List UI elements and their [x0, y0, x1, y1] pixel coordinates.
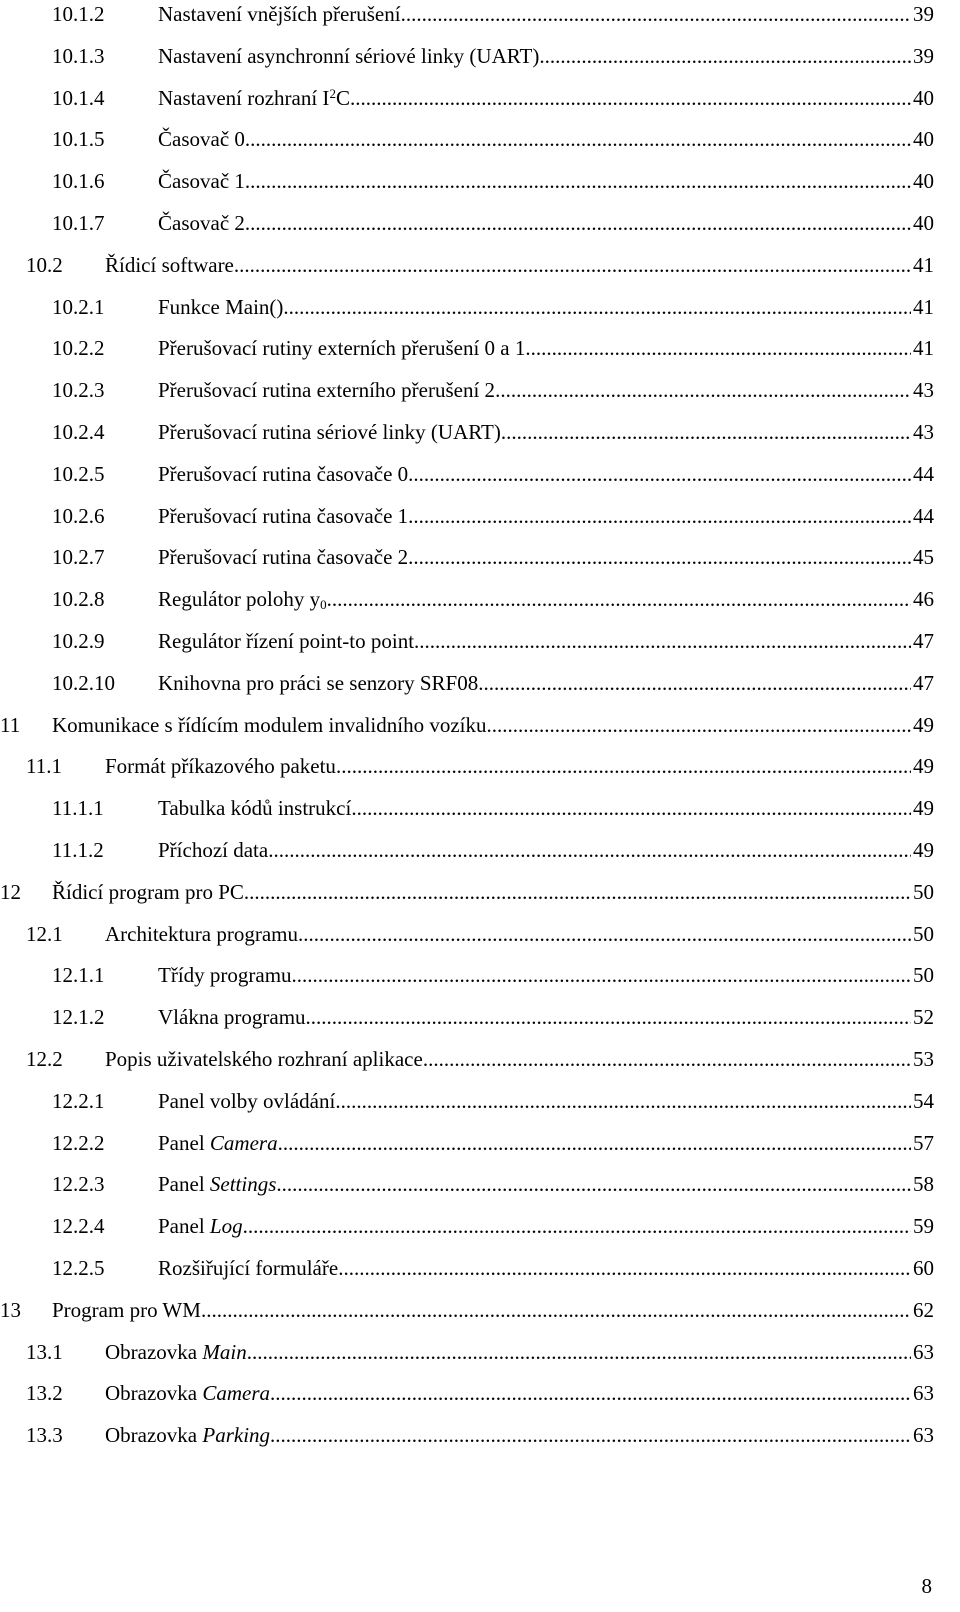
- toc-entry[interactable]: [0, 837, 934, 877]
- toc-entry-number: 10.2: [26, 252, 63, 277]
- toc-entry[interactable]: [0, 1088, 934, 1128]
- title-text: Nastavení vnějších přerušení: [158, 2, 401, 26]
- toc-entry-title: [158, 377, 495, 403]
- toc-entry-title: [158, 1088, 335, 1114]
- toc-entry-title-line: [105, 1422, 934, 1448]
- toc-entry-number: 11.1.1: [52, 796, 104, 821]
- toc-entry[interactable]: [0, 586, 934, 626]
- toc-entry-title: [158, 795, 351, 821]
- toc-entry[interactable]: [0, 544, 934, 584]
- title-text: Příchozí data: [158, 838, 269, 862]
- toc-entry-title-line: [158, 126, 934, 152]
- toc-entry-number: 10.1.2: [52, 2, 105, 26]
- toc-entry-title-line: [158, 168, 934, 194]
- toc-entry-page: 39: [913, 2, 934, 26]
- toc-entry-title-line: [52, 879, 934, 905]
- toc-entry-number: 12.2.2: [52, 1130, 105, 1155]
- toc-entry-page: 44: [913, 503, 934, 528]
- dot-leader: [292, 962, 911, 988]
- toc-entry-page: 44: [913, 461, 934, 486]
- title-text: Přerušovací rutina časovače 0: [158, 461, 409, 486]
- toc-entry-title: [105, 1380, 270, 1406]
- dot-leader: [338, 1255, 911, 1281]
- dot-leader: [423, 1046, 911, 1072]
- title-text: Časovač 0: [158, 127, 245, 152]
- toc-entry-page: 43: [913, 420, 934, 444]
- title-text: Panel: [158, 1172, 210, 1197]
- toc-entry-page: 63: [913, 1423, 934, 1448]
- toc-entry[interactable]: [0, 753, 934, 793]
- toc-entry[interactable]: [0, 1255, 934, 1295]
- toc-entry[interactable]: [0, 879, 934, 919]
- toc-entry-number: 12.2.5: [52, 1256, 105, 1280]
- toc-entry-title: [158, 210, 245, 236]
- toc-entry[interactable]: [0, 210, 934, 250]
- toc-entry-page: 63: [913, 1339, 934, 1364]
- toc-entry-page: 40: [913, 211, 934, 235]
- toc-entry-title-line: [105, 921, 934, 947]
- toc-entry[interactable]: [0, 1, 934, 41]
- toc-entry-title-line: [158, 43, 934, 69]
- toc-entry-title: [52, 1297, 201, 1323]
- toc-entry-number: 13.3: [26, 1423, 63, 1448]
- toc-entry-page: 41: [913, 336, 934, 361]
- dot-leader: [351, 795, 911, 821]
- title-text: Architektura programu: [105, 921, 299, 946]
- title-text: Nastavení asynchronní sériové linky (UART): [158, 43, 540, 68]
- toc-entry-title: [158, 1130, 278, 1156]
- toc-entry-number: 13.1: [26, 1339, 63, 1364]
- toc-entry-page: 49: [913, 796, 934, 821]
- toc-entry-title-line: [158, 335, 934, 361]
- title-text: Panel volby ovládání: [158, 1088, 336, 1113]
- toc-entry-title-line: [158, 1088, 934, 1114]
- toc-entry[interactable]: [0, 43, 934, 83]
- toc-entry-page: 50: [913, 963, 934, 988]
- toc-entry[interactable]: [0, 628, 934, 668]
- toc-entry-number: 11.1.2: [52, 838, 104, 862]
- title-text: Rozšiřující formuláře: [158, 1256, 339, 1280]
- dot-leader: [525, 335, 911, 361]
- toc-entry-number: 11.1: [26, 754, 62, 779]
- toc-entry-title: [158, 1, 401, 27]
- toc-entry-number: 13: [0, 1297, 21, 1322]
- toc-entry-number: 10.2.4: [52, 420, 105, 444]
- title-text: Přerušovací rutina časovače 1: [158, 503, 409, 528]
- toc-entry-number: 10.2.5: [52, 461, 105, 486]
- dot-leader: [243, 1213, 911, 1239]
- toc-entry-title: [158, 294, 283, 320]
- title-text: Přerušovací rutina sériové linky (UART): [158, 420, 501, 444]
- toc-entry-title-line: [158, 670, 934, 696]
- toc-entry-number: 12.1: [26, 921, 63, 946]
- toc-entry-number: 10.2.6: [52, 503, 105, 528]
- toc-entry-title-line: [158, 1255, 934, 1281]
- toc-entry-title-line: [158, 1130, 934, 1156]
- toc-entry-number: 12.1.2: [52, 1005, 105, 1030]
- dot-leader: [408, 503, 911, 529]
- title-text: Regulátor řízení point-to point: [158, 629, 415, 653]
- toc-entry-number: 12.2.1: [52, 1088, 105, 1113]
- toc-entry-number: 10.1.7: [52, 211, 105, 235]
- toc-entry[interactable]: [0, 85, 934, 125]
- toc-entry-number: 10.2.10: [52, 670, 115, 695]
- dot-leader: [487, 712, 911, 738]
- toc-entry-title: [105, 252, 234, 278]
- title-text: C: [335, 85, 350, 110]
- title-text: Popis uživatelského rozhraní aplikace: [105, 1047, 423, 1071]
- toc-entry-number: 10.2.9: [52, 629, 105, 653]
- toc-entry-title-line: [105, 1046, 934, 1072]
- toc-entry-number: 10.1.3: [52, 43, 105, 68]
- toc-entry-title-line: [158, 419, 934, 445]
- toc-entry-page: 45: [913, 545, 934, 570]
- toc-entry-title: [158, 43, 539, 69]
- title-text: Řídicí program pro PC: [52, 879, 244, 904]
- toc-entry[interactable]: [0, 168, 934, 208]
- toc-entry-number: 10.1.6: [52, 169, 105, 194]
- dot-leader: [268, 837, 911, 863]
- toc-entry-title-line: [105, 1339, 934, 1365]
- dot-leader: [350, 85, 911, 111]
- toc-entry-page: 54: [913, 1088, 934, 1113]
- toc-entry-page: 52: [913, 1005, 934, 1030]
- toc-entry-title-line: [105, 753, 934, 779]
- toc-entry-title: [105, 753, 336, 779]
- toc-entry-title: [105, 921, 298, 947]
- toc-entry-page: 41: [913, 294, 934, 319]
- toc-entry-title: [158, 1004, 306, 1030]
- title-text: Knihovna pro práci se senzory SRF08: [158, 670, 479, 695]
- dot-leader: [478, 670, 911, 696]
- title-text: Formát příkazového paketu: [105, 754, 336, 779]
- toc-entry[interactable]: [0, 126, 934, 166]
- toc-entry[interactable]: [0, 670, 934, 710]
- toc-entry-page: 41: [913, 252, 934, 277]
- title-text: Třídy programu: [158, 963, 292, 988]
- toc-entry-title-line: [158, 795, 934, 821]
- title-text: Tabulka kódů instrukcí: [158, 796, 352, 821]
- toc-entry[interactable]: [0, 1297, 934, 1337]
- dot-leader: [335, 1088, 911, 1114]
- dot-leader: [495, 377, 911, 403]
- toc-entry-title: [158, 503, 408, 529]
- toc-entry-number: 10.1.4: [52, 85, 105, 110]
- title-text: Nastavení rozhraní I: [158, 85, 330, 110]
- toc-entry-title-line: [158, 1171, 934, 1197]
- dot-leader: [270, 1422, 911, 1448]
- toc-entry-page: 58: [913, 1172, 934, 1197]
- toc-entry[interactable]: [0, 1130, 934, 1170]
- title-text: Log: [209, 1214, 243, 1239]
- toc-entry-page: 43: [913, 378, 934, 403]
- toc-entry-title-line: [105, 1380, 934, 1406]
- toc-entry-page: 49: [913, 712, 934, 737]
- toc-entry-number: 12.2: [26, 1047, 63, 1071]
- toc-entry-page: 62: [913, 1297, 934, 1322]
- dot-leader: [414, 628, 911, 654]
- toc-entry-page: 63: [913, 1381, 934, 1406]
- toc-entry-title-line: [158, 544, 934, 570]
- toc-entry-page: 40: [913, 169, 934, 194]
- dot-leader: [283, 294, 911, 320]
- title-text: Řídicí software: [105, 252, 234, 277]
- subscript: 0: [320, 597, 327, 613]
- dot-leader: [327, 586, 911, 612]
- toc-entry-page: 49: [913, 838, 934, 862]
- toc-entry-title-line: [52, 1297, 934, 1323]
- toc-entry-page: 59: [913, 1214, 934, 1239]
- dot-leader: [245, 126, 911, 152]
- title-text: Panel: [158, 1130, 210, 1155]
- title-text: Parking: [202, 1423, 271, 1448]
- toc-entry-number: 10.2.2: [52, 336, 105, 361]
- title-text: Obrazovka: [105, 1339, 203, 1364]
- toc-entry-title: [158, 1255, 338, 1281]
- dot-leader: [244, 879, 911, 905]
- dot-leader: [276, 1171, 911, 1197]
- title-text: Program pro WM: [52, 1297, 201, 1322]
- toc-entry-number: 12.1.1: [52, 963, 105, 988]
- toc-entry[interactable]: [0, 962, 934, 1002]
- toc-entry[interactable]: [0, 294, 934, 334]
- dot-leader: [336, 753, 911, 779]
- title-text: Camera: [202, 1381, 271, 1406]
- toc-entry[interactable]: [0, 795, 934, 835]
- toc-entry-number: 10.1.5: [52, 127, 105, 152]
- title-text: Regulátor polohy y: [158, 587, 321, 612]
- toc-entry[interactable]: [0, 1171, 934, 1211]
- dot-leader: [539, 43, 911, 69]
- title-text: Přerušovací rutiny externích přerušení 0 a 1: [158, 336, 526, 361]
- toc-entry-title: [52, 879, 244, 905]
- toc-entry-page: 46: [913, 587, 934, 612]
- dot-leader: [201, 1297, 911, 1323]
- dot-leader: [270, 1380, 911, 1406]
- toc-entry-title: [158, 419, 501, 445]
- title-text: Panel: [158, 1214, 210, 1239]
- toc-entry-number: 10.2.1: [52, 294, 105, 319]
- toc-entry-title-line: [158, 1, 934, 27]
- toc-entry-title: [158, 837, 268, 863]
- title-text: Settings: [209, 1172, 277, 1197]
- toc-entry-title: [158, 168, 245, 194]
- toc-entry[interactable]: [0, 1046, 934, 1086]
- toc-entry[interactable]: [0, 377, 934, 417]
- toc-entry[interactable]: [0, 712, 934, 752]
- toc-entry[interactable]: [0, 252, 934, 292]
- toc-entry-title-line: [52, 712, 934, 738]
- toc-entry-number: 10.2.3: [52, 378, 105, 403]
- toc-entry-number: 13.2: [26, 1381, 63, 1406]
- toc-entry[interactable]: [0, 1004, 934, 1044]
- title-text: Vlákna programu: [158, 1005, 306, 1030]
- toc-entry-page: 39: [913, 43, 934, 68]
- title-text: Přerušovací rutina externího přerušení 2: [158, 378, 496, 403]
- toc-entry-number: 12: [0, 879, 21, 904]
- toc-entry-page: 57: [913, 1130, 934, 1155]
- title-text: Časovač 2: [158, 211, 245, 235]
- title-text: Camera: [209, 1130, 278, 1155]
- toc-entry[interactable]: [0, 1213, 934, 1253]
- toc-entry-title-line: [158, 461, 934, 487]
- toc-entry-title: [158, 335, 525, 361]
- title-text: Komunikace s řídícím modulem invalidního vozíku: [52, 712, 487, 737]
- toc-entry-title: [158, 1213, 243, 1239]
- toc-entry-page: 47: [913, 629, 934, 653]
- toc-entry-page: 40: [913, 127, 934, 152]
- toc-entry-number: 11: [0, 712, 21, 737]
- dot-leader: [298, 921, 911, 947]
- toc-entry-title-line: [158, 586, 934, 612]
- toc-entry-title: [158, 670, 478, 696]
- toc-entry[interactable]: [0, 419, 934, 459]
- toc-entry-title: [158, 85, 350, 111]
- dot-leader: [278, 1130, 911, 1156]
- toc-entry-title-line: [158, 294, 934, 320]
- dot-leader: [401, 1, 911, 27]
- title-text: Funkce Main(): [158, 294, 284, 319]
- toc-entry-title: [158, 544, 408, 570]
- toc-entry[interactable]: [0, 1339, 934, 1379]
- toc-entry[interactable]: [0, 461, 934, 501]
- dot-leader: [247, 1339, 911, 1365]
- dot-leader: [408, 544, 911, 570]
- toc-entry-number: 12.2.4: [52, 1214, 105, 1239]
- toc-entry-page: 60: [913, 1256, 934, 1280]
- toc-entry-title-line: [158, 1004, 934, 1030]
- toc-entry-title-line: [158, 210, 934, 236]
- toc-entry[interactable]: [0, 1380, 934, 1420]
- page-number: 8: [921, 1574, 932, 1598]
- title-text: Main: [202, 1339, 247, 1364]
- toc-entry-title-line: [158, 377, 934, 403]
- toc-entry-title: [158, 126, 245, 152]
- toc-entry-title-line: [158, 503, 934, 529]
- toc-entry-page: 40: [913, 85, 934, 110]
- toc-entry-title: [105, 1046, 423, 1072]
- dot-leader: [245, 210, 911, 236]
- toc-entry-title-line: [105, 252, 934, 278]
- toc-entry-title: [158, 461, 408, 487]
- toc-entry[interactable]: [0, 1422, 934, 1462]
- toc-entry-page: 50: [913, 879, 934, 904]
- dot-leader: [245, 168, 911, 194]
- toc-entry-number: 12.2.3: [52, 1172, 105, 1197]
- toc-entry-page: 53: [913, 1047, 934, 1071]
- toc-entry-title: [158, 962, 292, 988]
- toc-entry-title-line: [158, 962, 934, 988]
- toc-entry-title: [158, 586, 327, 612]
- toc-entry-title: [52, 712, 487, 738]
- toc-entry[interactable]: [0, 921, 934, 961]
- title-text: Přerušovací rutina časovače 2: [158, 545, 409, 570]
- toc-entry-number: 10.2.8: [52, 587, 105, 612]
- toc-entry-title: [158, 628, 414, 654]
- toc-entry[interactable]: [0, 335, 934, 375]
- dot-leader: [501, 419, 911, 445]
- toc-entry-number: 10.2.7: [52, 545, 105, 570]
- toc-entry-page: 47: [913, 670, 934, 695]
- dot-leader: [234, 252, 911, 278]
- toc-entry-title: [158, 1171, 276, 1197]
- toc-entry-title-line: [158, 628, 934, 654]
- title-text: Obrazovka: [105, 1381, 203, 1406]
- toc-entry-title: [105, 1339, 247, 1365]
- title-text: Časovač 1: [158, 169, 245, 194]
- toc-entry-title-line: [158, 1213, 934, 1239]
- toc-entry-title-line: [158, 837, 934, 863]
- toc-entry-title-line: [158, 85, 934, 111]
- toc-entry-page: 50: [913, 921, 934, 946]
- dot-leader: [408, 461, 911, 487]
- title-text: Obrazovka: [105, 1423, 203, 1448]
- superscript: 2: [329, 85, 336, 101]
- toc-entry-title: [105, 1422, 270, 1448]
- dot-leader: [306, 1004, 911, 1030]
- toc-entry-page: 49: [913, 754, 934, 779]
- toc-entry[interactable]: [0, 503, 934, 543]
